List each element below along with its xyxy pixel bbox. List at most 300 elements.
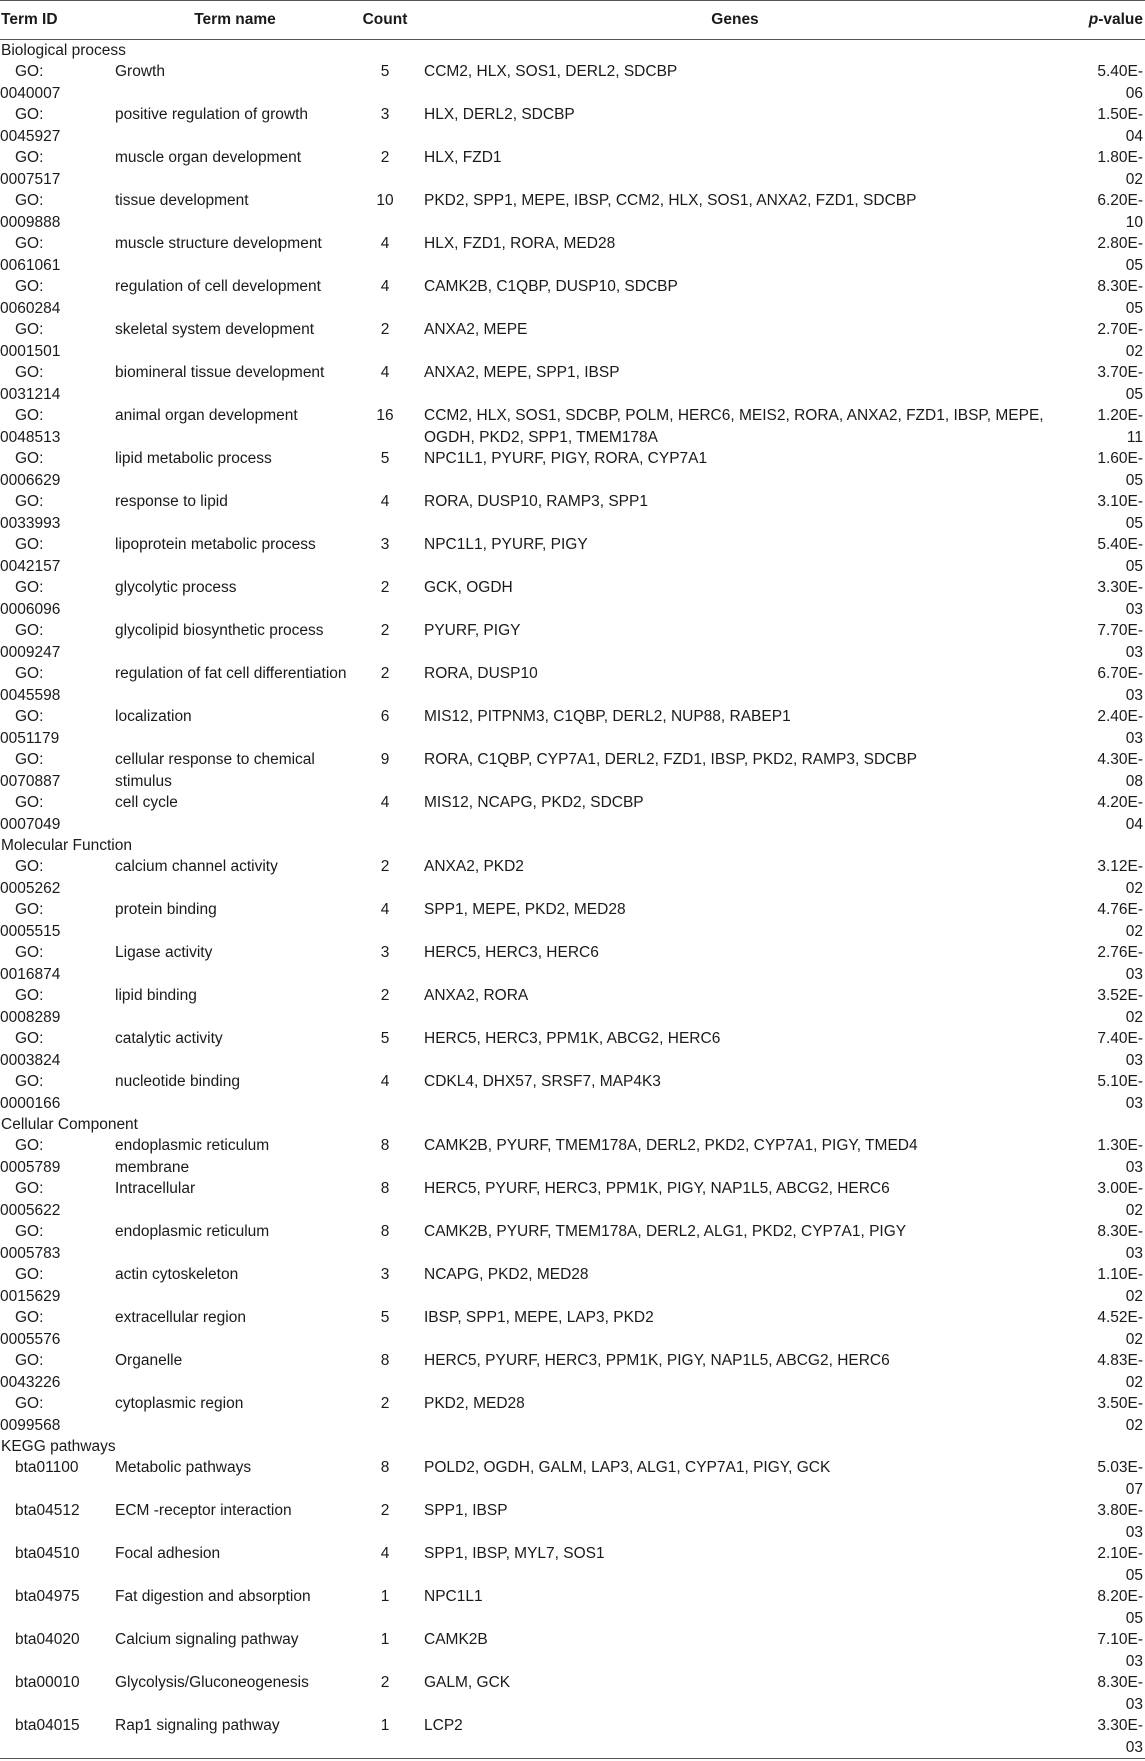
term-name-cell: catalytic activity bbox=[115, 1030, 223, 1047]
term-id-number: 0005783 bbox=[0, 1244, 61, 1262]
pvalue-exponent: 03 bbox=[1125, 1051, 1143, 1069]
term-id-number: 0045598 bbox=[0, 686, 61, 704]
term-name-cell: cell cycle bbox=[115, 794, 178, 811]
count-cell: 4 bbox=[380, 493, 390, 510]
table-row bbox=[0, 577, 1145, 620]
pvalue-cell bbox=[1055, 663, 1145, 706]
genes-cell: POLD2, OGDH, GALM, LAP3, ALG1, CYP7A1, PIGY, GCK bbox=[424, 1459, 831, 1476]
term-name-cell: Growth bbox=[115, 63, 165, 80]
pvalue-mantissa: 4.52E- bbox=[1097, 1309, 1143, 1326]
pvalue-mantissa: 6.20E- bbox=[1097, 192, 1143, 209]
pvalue-mantissa: 1.50E- bbox=[1097, 106, 1143, 123]
term-id-cell bbox=[0, 577, 115, 620]
term-name-cell: regulation of cell development bbox=[115, 278, 321, 295]
term-id-prefix: GO: bbox=[15, 192, 44, 209]
term-id-cell bbox=[0, 1264, 115, 1307]
term-name-cell: Focal adhesion bbox=[115, 1545, 221, 1562]
pvalue-cell bbox=[1055, 706, 1145, 749]
term-id-prefix: GO: bbox=[15, 235, 44, 252]
pvalue-mantissa: 2.70E- bbox=[1097, 321, 1143, 338]
pvalue-exponent: 11 bbox=[1126, 428, 1143, 446]
table-row bbox=[0, 985, 1145, 1028]
term-id-cell bbox=[0, 405, 115, 448]
table-row bbox=[0, 1393, 1145, 1436]
pvalue-mantissa: 2.80E- bbox=[1097, 235, 1143, 252]
pvalue-mantissa: 8.20E- bbox=[1097, 1588, 1143, 1605]
term-id-prefix: GO: bbox=[15, 106, 44, 123]
pvalue-mantissa: 7.40E- bbox=[1097, 1030, 1143, 1047]
term-id-cell bbox=[0, 147, 115, 190]
count-cell: 3 bbox=[380, 106, 390, 123]
pvalue-cell bbox=[1055, 233, 1145, 276]
count-cell: 2 bbox=[380, 579, 390, 596]
term-id-prefix: GO: bbox=[15, 622, 44, 639]
pvalue-mantissa: 3.52E- bbox=[1097, 987, 1143, 1004]
term-id-prefix: GO: bbox=[15, 751, 44, 768]
pvalue-cell bbox=[1055, 448, 1145, 491]
pvalue-exponent: 04 bbox=[1125, 127, 1143, 145]
genes-cell: NPC1L1, PYURF, PIGY, RORA, CYP7A1 bbox=[424, 450, 708, 467]
genes-cell: CAMK2B, PYURF, TMEM178A, DERL2, PKD2, CYP7A1, PIGY, TMED4 bbox=[424, 1137, 918, 1154]
genes-cell: RORA, DUSP10 bbox=[424, 665, 538, 682]
genes-cell: HERC5, PYURF, HERC3, PPM1K, PIGY, NAP1L5, ABCG2, HERC6 bbox=[424, 1352, 890, 1369]
term-id-number: 0007517 bbox=[0, 170, 61, 188]
term-name-cell: Glycolysis/Gluconeogenesis bbox=[115, 1674, 309, 1691]
pvalue-mantissa: 5.10E- bbox=[1097, 1073, 1143, 1090]
pvalue-mantissa: 3.30E- bbox=[1097, 579, 1143, 596]
term-id-prefix: GO: bbox=[15, 1137, 44, 1154]
term-name-cell: extracellular region bbox=[115, 1309, 246, 1326]
term-id-cell bbox=[0, 1715, 115, 1759]
pvalue-cell bbox=[1055, 1629, 1145, 1672]
table-row bbox=[0, 1264, 1145, 1307]
term-name-cell: Ligase activity bbox=[115, 944, 213, 961]
term-id-cell bbox=[0, 319, 115, 362]
pvalue-cell bbox=[1055, 1221, 1145, 1264]
term-id-number: 0000166 bbox=[0, 1094, 61, 1112]
table-row bbox=[0, 899, 1145, 942]
pvalue-mantissa: 2.10E- bbox=[1097, 1545, 1143, 1562]
pvalue-mantissa: 8.30E- bbox=[1097, 278, 1143, 295]
pvalue-exponent: 02 bbox=[1125, 1201, 1143, 1219]
term-id-prefix: GO: bbox=[15, 1223, 44, 1240]
pvalue-mantissa: 4.30E- bbox=[1097, 751, 1143, 768]
count-cell: 8 bbox=[380, 1352, 390, 1369]
pvalue-cell bbox=[1055, 1264, 1145, 1307]
table-row bbox=[0, 190, 1145, 233]
pvalue-exponent: 03 bbox=[1125, 600, 1143, 618]
term-id-cell bbox=[0, 620, 115, 663]
header-pvalue-rest: -value bbox=[1098, 11, 1143, 28]
genes-cell: HERC5, HERC3, HERC6 bbox=[424, 944, 599, 961]
count-cell: 2 bbox=[380, 149, 390, 166]
genes-cell: HLX, FZD1, RORA, MED28 bbox=[424, 235, 616, 252]
term-name-cell: muscle structure development bbox=[115, 235, 322, 252]
term-id-cell bbox=[0, 1071, 115, 1114]
table-row bbox=[0, 1178, 1145, 1221]
count-cell: 16 bbox=[376, 407, 394, 424]
pvalue-cell bbox=[1055, 985, 1145, 1028]
pvalue-mantissa: 1.10E- bbox=[1097, 1266, 1143, 1283]
section-title: Biological process bbox=[1, 42, 126, 59]
term-id-number: 0006629 bbox=[0, 471, 61, 489]
term-id-cell bbox=[0, 1028, 115, 1071]
pvalue-cell bbox=[1055, 1715, 1145, 1759]
term-id-number: 0005515 bbox=[0, 922, 61, 940]
pvalue-mantissa: 5.03E- bbox=[1097, 1459, 1143, 1476]
term-name-cell: nucleotide binding bbox=[115, 1073, 240, 1090]
pvalue-exponent: 02 bbox=[1125, 1330, 1143, 1348]
pvalue-exponent: 02 bbox=[1125, 879, 1143, 897]
genes-cell: GCK, OGDH bbox=[424, 579, 513, 596]
term-id-prefix: bta01100 bbox=[15, 1459, 79, 1476]
pvalue-mantissa: 5.40E- bbox=[1097, 536, 1143, 553]
pvalue-cell bbox=[1055, 1071, 1145, 1114]
term-name-cell: Fat digestion and absorption bbox=[115, 1588, 311, 1605]
term-id-prefix: GO: bbox=[15, 944, 44, 961]
term-id-prefix: GO: bbox=[15, 278, 44, 295]
genes-cell: CCM2, HLX, SOS1, DERL2, SDCBP bbox=[424, 63, 678, 80]
term-id-cell bbox=[0, 276, 115, 319]
term-id-cell bbox=[0, 1457, 115, 1500]
count-cell: 2 bbox=[380, 321, 390, 338]
genes-cell: CAMK2B bbox=[424, 1631, 488, 1648]
table-row bbox=[0, 61, 1145, 104]
term-id-cell bbox=[0, 1543, 115, 1586]
count-cell: 8 bbox=[380, 1459, 390, 1476]
table-row bbox=[0, 1672, 1145, 1715]
pvalue-cell bbox=[1055, 1500, 1145, 1543]
genes-cell: ANXA2, MEPE bbox=[424, 321, 528, 338]
pvalue-mantissa: 3.30E- bbox=[1097, 1717, 1143, 1734]
genes-cell: HERC5, PYURF, HERC3, PPM1K, PIGY, NAP1L5, ABCG2, HERC6 bbox=[424, 1180, 890, 1197]
pvalue-exponent: 03 bbox=[1125, 1695, 1143, 1713]
pvalue-cell bbox=[1055, 1350, 1145, 1393]
term-name-cell: positive regulation of growth bbox=[115, 106, 309, 123]
pvalue-cell bbox=[1055, 276, 1145, 319]
pvalue-cell bbox=[1055, 942, 1145, 985]
term-name-cell: Intracellular bbox=[115, 1180, 196, 1197]
count-cell: 5 bbox=[380, 1030, 390, 1047]
count-cell: 3 bbox=[380, 1266, 390, 1283]
pvalue-mantissa: 4.83E- bbox=[1097, 1352, 1143, 1369]
pvalue-exponent: 03 bbox=[1125, 643, 1143, 661]
count-cell: 4 bbox=[380, 1073, 390, 1090]
term-id-cell bbox=[0, 1221, 115, 1264]
term-id-cell bbox=[0, 985, 115, 1028]
count-cell: 8 bbox=[380, 1223, 390, 1240]
term-id-cell bbox=[0, 1307, 115, 1350]
term-id-cell bbox=[0, 1178, 115, 1221]
term-id-cell bbox=[0, 1672, 115, 1715]
term-name-cell: endoplasmic reticulum membrane bbox=[115, 1137, 270, 1176]
genes-cell: MIS12, PITPNM3, C1QBP, DERL2, NUP88, RABEP1 bbox=[424, 708, 791, 725]
genes-cell: MIS12, NCAPG, PKD2, SDCBP bbox=[424, 794, 644, 811]
term-name-cell: actin cytoskeleton bbox=[115, 1266, 239, 1283]
section-title: Cellular Component bbox=[1, 1116, 138, 1133]
genes-cell: NPC1L1, PYURF, PIGY bbox=[424, 536, 588, 553]
genes-cell: HERC5, HERC3, PPM1K, ABCG2, HERC6 bbox=[424, 1030, 721, 1047]
count-cell: 9 bbox=[380, 751, 390, 768]
pvalue-mantissa: 3.50E- bbox=[1097, 1395, 1143, 1412]
term-id-cell bbox=[0, 942, 115, 985]
term-id-cell bbox=[0, 362, 115, 405]
pvalue-exponent: 03 bbox=[1125, 1652, 1143, 1670]
term-id-cell bbox=[0, 534, 115, 577]
pvalue-exponent: 02 bbox=[1125, 1287, 1143, 1305]
pvalue-exponent: 05 bbox=[1125, 1566, 1143, 1584]
term-id-number: 0005622 bbox=[0, 1201, 61, 1219]
pvalue-mantissa: 1.30E- bbox=[1097, 1137, 1143, 1154]
header-pvalue-italic: p bbox=[1088, 11, 1099, 28]
term-id-cell bbox=[0, 491, 115, 534]
term-id-prefix: bta04975 bbox=[15, 1588, 80, 1605]
table-row bbox=[0, 491, 1145, 534]
pvalue-cell bbox=[1055, 899, 1145, 942]
term-id-prefix: GO: bbox=[15, 63, 44, 80]
term-id-number: 0042157 bbox=[0, 557, 61, 575]
term-name-cell: glycolytic process bbox=[115, 579, 237, 596]
pvalue-mantissa: 3.00E- bbox=[1097, 1180, 1143, 1197]
pvalue-exponent: 02 bbox=[1125, 342, 1143, 360]
term-name-cell: Metabolic pathways bbox=[115, 1459, 252, 1476]
term-id-cell bbox=[0, 233, 115, 276]
section-row bbox=[0, 1114, 1145, 1135]
pvalue-cell bbox=[1055, 620, 1145, 663]
term-name-cell: lipoprotein metabolic process bbox=[115, 536, 316, 553]
pvalue-mantissa: 3.12E- bbox=[1097, 858, 1143, 875]
pvalue-mantissa: 1.80E- bbox=[1097, 149, 1143, 166]
term-name-cell: animal organ development bbox=[115, 407, 298, 424]
count-cell: 5 bbox=[380, 63, 390, 80]
term-id-prefix: GO: bbox=[15, 321, 44, 338]
pvalue-exponent: 03 bbox=[1125, 1158, 1143, 1176]
pvalue-exponent: 02 bbox=[1125, 1416, 1143, 1434]
genes-cell: SPP1, IBSP bbox=[424, 1502, 508, 1519]
table-row bbox=[0, 1629, 1145, 1672]
term-id-number: 0005576 bbox=[0, 1330, 61, 1348]
table-row bbox=[0, 706, 1145, 749]
pvalue-exponent: 06 bbox=[1125, 84, 1143, 102]
count-cell: 5 bbox=[380, 1309, 390, 1326]
term-name-cell: calcium channel activity bbox=[115, 858, 278, 875]
term-id-number: 0009888 bbox=[0, 213, 61, 231]
pvalue-exponent: 02 bbox=[1125, 170, 1143, 188]
term-id-prefix: GO: bbox=[15, 858, 44, 875]
pvalue-cell bbox=[1055, 362, 1145, 405]
term-id-cell bbox=[0, 1500, 115, 1543]
pvalue-cell bbox=[1055, 1307, 1145, 1350]
table-row bbox=[0, 663, 1145, 706]
count-cell: 1 bbox=[380, 1588, 390, 1605]
term-id-prefix: GO: bbox=[15, 987, 44, 1004]
header-genes: Genes bbox=[711, 11, 759, 28]
genes-cell: CAMK2B, C1QBP, DUSP10, SDCBP bbox=[424, 278, 678, 295]
genes-cell: IBSP, SPP1, MEPE, LAP3, PKD2 bbox=[424, 1309, 654, 1326]
pvalue-exponent: 03 bbox=[1125, 686, 1143, 704]
pvalue-mantissa: 6.70E- bbox=[1097, 665, 1143, 682]
term-name-cell: Rap1 signaling pathway bbox=[115, 1717, 280, 1734]
term-id-cell bbox=[0, 1135, 115, 1178]
term-id-prefix: GO: bbox=[15, 536, 44, 553]
genes-cell: PKD2, SPP1, MEPE, IBSP, CCM2, HLX, SOS1, ANXA2, FZD1, SDCBP bbox=[424, 192, 917, 209]
pvalue-cell bbox=[1055, 61, 1145, 104]
term-id-prefix: GO: bbox=[15, 407, 44, 424]
term-name-cell: skeletal system development bbox=[115, 321, 315, 338]
header-row bbox=[0, 1, 1145, 40]
pvalue-cell bbox=[1055, 1178, 1145, 1221]
pvalue-exponent: 05 bbox=[1125, 256, 1143, 274]
term-name-cell: muscle organ development bbox=[115, 149, 302, 166]
term-name-cell: Calcium signaling pathway bbox=[115, 1631, 299, 1648]
term-id-prefix: GO: bbox=[15, 794, 44, 811]
term-id-cell bbox=[0, 663, 115, 706]
count-cell: 8 bbox=[380, 1180, 390, 1197]
genes-cell: ANXA2, PKD2 bbox=[424, 858, 524, 875]
genes-cell: ANXA2, RORA bbox=[424, 987, 529, 1004]
pvalue-mantissa: 5.40E- bbox=[1097, 63, 1143, 80]
genes-cell: HLX, DERL2, SDCBP bbox=[424, 106, 575, 123]
pvalue-mantissa: 3.70E- bbox=[1097, 364, 1143, 381]
table-row bbox=[0, 1715, 1145, 1759]
term-id-prefix: bta04512 bbox=[15, 1502, 80, 1519]
genes-cell: HLX, FZD1 bbox=[424, 149, 502, 166]
table-row bbox=[0, 405, 1145, 448]
genes-cell: CCM2, HLX, SOS1, SDCBP, POLM, HERC6, MEIS2, RORA, ANXA2, FZD1, IBSP, MEPE, OGDH, PKD2, SPP1, TMEM178A bbox=[424, 407, 1044, 446]
term-id-prefix: GO: bbox=[15, 1352, 44, 1369]
pvalue-exponent: 02 bbox=[1125, 922, 1143, 940]
genes-cell: NPC1L1 bbox=[424, 1588, 483, 1605]
pvalue-exponent: 04 bbox=[1125, 815, 1143, 833]
count-cell: 3 bbox=[380, 536, 390, 553]
term-id-prefix: GO: bbox=[15, 1073, 44, 1090]
pvalue-exponent: 05 bbox=[1125, 514, 1143, 532]
term-id-number: 0040007 bbox=[0, 84, 61, 102]
pvalue-mantissa: 4.76E- bbox=[1097, 901, 1143, 918]
table-row bbox=[0, 942, 1145, 985]
term-id-cell bbox=[0, 856, 115, 899]
pvalue-exponent: 03 bbox=[1125, 729, 1143, 747]
term-id-prefix: GO: bbox=[15, 149, 44, 166]
pvalue-exponent: 03 bbox=[1125, 965, 1143, 983]
term-id-cell bbox=[0, 190, 115, 233]
pvalue-cell bbox=[1055, 1586, 1145, 1629]
table-row bbox=[0, 1221, 1145, 1264]
table-body bbox=[0, 40, 1145, 1759]
genes-cell: NCAPG, PKD2, MED28 bbox=[424, 1266, 589, 1283]
term-id-number: 0045927 bbox=[0, 127, 61, 145]
genes-cell: ANXA2, MEPE, SPP1, IBSP bbox=[424, 364, 620, 381]
term-id-prefix: bta04015 bbox=[15, 1717, 80, 1734]
count-cell: 2 bbox=[380, 622, 390, 639]
count-cell: 4 bbox=[380, 901, 390, 918]
table-row bbox=[0, 1350, 1145, 1393]
term-id-number: 0005789 bbox=[0, 1158, 61, 1176]
pvalue-cell bbox=[1055, 319, 1145, 362]
term-id-cell bbox=[0, 899, 115, 942]
term-id-prefix: bta04020 bbox=[15, 1631, 80, 1648]
term-name-cell: response to lipid bbox=[115, 493, 228, 510]
genes-cell: GALM, GCK bbox=[424, 1674, 511, 1691]
term-id-prefix: GO: bbox=[15, 1266, 44, 1283]
section-row bbox=[0, 835, 1145, 856]
term-id-prefix: GO: bbox=[15, 1309, 44, 1326]
term-id-number: 0008289 bbox=[0, 1008, 61, 1026]
term-name-cell: lipid metabolic process bbox=[115, 450, 272, 467]
genes-cell: PKD2, MED28 bbox=[424, 1395, 525, 1412]
term-name-cell: cytoplasmic region bbox=[115, 1395, 244, 1412]
pvalue-cell bbox=[1055, 1135, 1145, 1178]
term-id-number: 0006096 bbox=[0, 600, 61, 618]
table-row bbox=[0, 1500, 1145, 1543]
pvalue-cell bbox=[1055, 1457, 1145, 1500]
pvalue-mantissa: 8.30E- bbox=[1097, 1674, 1143, 1691]
pvalue-exponent: 02 bbox=[1125, 1373, 1143, 1391]
term-id-cell bbox=[0, 1629, 115, 1672]
section-title: KEGG pathways bbox=[1, 1438, 116, 1455]
term-name-cell: tissue development bbox=[115, 192, 249, 209]
table-row bbox=[0, 1028, 1145, 1071]
term-id-prefix: GO: bbox=[15, 579, 44, 596]
genes-cell: RORA, C1QBP, CYP7A1, DERL2, FZD1, IBSP, PKD2, RAMP3, SDCBP bbox=[424, 751, 918, 768]
term-name-cell: localization bbox=[115, 708, 192, 725]
section-row bbox=[0, 1436, 1145, 1457]
pvalue-mantissa: 2.40E- bbox=[1097, 708, 1143, 725]
term-id-number: 0015629 bbox=[0, 1287, 61, 1305]
count-cell: 4 bbox=[380, 364, 390, 381]
pvalue-mantissa: 7.10E- bbox=[1097, 1631, 1143, 1648]
genes-cell: CDKL4, DHX57, SRSF7, MAP4K3 bbox=[424, 1073, 661, 1090]
pvalue-mantissa: 1.60E- bbox=[1097, 450, 1143, 467]
term-id-number: 0061061 bbox=[0, 256, 61, 274]
term-id-prefix: GO: bbox=[15, 493, 44, 510]
table-row bbox=[0, 147, 1145, 190]
table-row bbox=[0, 1586, 1145, 1629]
term-id-number: 0031214 bbox=[0, 385, 61, 403]
header-count: Count bbox=[362, 11, 408, 28]
pvalue-cell bbox=[1055, 190, 1145, 233]
pvalue-exponent: 08 bbox=[1125, 772, 1143, 790]
pvalue-mantissa: 4.20E- bbox=[1097, 794, 1143, 811]
term-id-cell bbox=[0, 1586, 115, 1629]
pvalue-cell bbox=[1055, 792, 1145, 835]
term-name-cell: Organelle bbox=[115, 1352, 183, 1369]
term-name-cell: glycolipid biosynthetic process bbox=[115, 622, 324, 639]
count-cell: 4 bbox=[380, 1545, 390, 1562]
table-row bbox=[0, 620, 1145, 663]
genes-cell: SPP1, MEPE, PKD2, MED28 bbox=[424, 901, 626, 918]
table-row bbox=[0, 1135, 1145, 1178]
pvalue-mantissa: 8.30E- bbox=[1097, 1223, 1143, 1240]
pvalue-mantissa: 7.70E- bbox=[1097, 622, 1143, 639]
count-cell: 2 bbox=[380, 987, 390, 1004]
term-id-cell bbox=[0, 749, 115, 792]
pvalue-cell bbox=[1055, 749, 1145, 792]
term-id-number: 0009247 bbox=[0, 643, 61, 661]
term-name-cell: cellular response to chemical stimulus bbox=[115, 751, 315, 790]
header-term-name: Term name bbox=[194, 11, 276, 28]
term-id-prefix: GO: bbox=[15, 450, 44, 467]
count-cell: 2 bbox=[380, 1395, 390, 1412]
pvalue-exponent: 05 bbox=[1125, 471, 1143, 489]
pvalue-exponent: 05 bbox=[1125, 299, 1143, 317]
term-id-prefix: GO: bbox=[15, 708, 44, 725]
term-id-cell bbox=[0, 448, 115, 491]
count-cell: 5 bbox=[380, 450, 390, 467]
table-row bbox=[0, 1457, 1145, 1500]
pvalue-mantissa: 1.20E- bbox=[1097, 407, 1143, 424]
term-id-cell bbox=[0, 61, 115, 104]
